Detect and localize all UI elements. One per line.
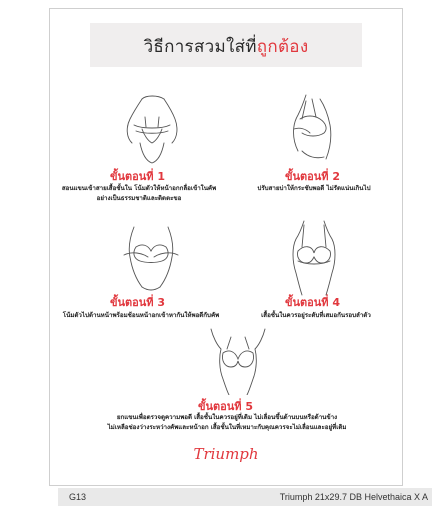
step-1-line-2: อย่างเป็นธรรมชาติและติดตะขอ [96,195,182,202]
print-footer [61,490,428,504]
figure-step-3 [112,217,190,295]
step-2-label: ขั้นตอนที่ 2 [285,170,341,183]
step-1-label: ขั้นตอนที่ 1 [110,170,166,183]
step-4-label: ขั้นตอนที่ 4 [285,296,341,309]
step-1-text [54,184,224,204]
step-5-line-1: ยกแขนเพื่อตรวจดูความพอดี เสื้อชั้นในควรอยู่ที่เดิม ไม่เลื่อนขึ้นด้านบนหรือด้านข้าง [116,414,338,421]
step-2-text [228,184,400,194]
page-title [90,33,362,60]
step-3-line-1: โน้มตัวไปด้านหน้าพร้อมช้อนหน้าอกเข้าหากันให้พอดีกับคัพ [62,312,220,319]
figure-step-5 [197,327,279,395]
instruction-sheet [49,8,403,486]
figure-step-2 [280,89,342,165]
step-4-line-1: เสื้อชั้นในควรอยู่ระดับที่เสมอกันรอบลำตัว [261,312,371,319]
step-5-text [54,413,400,433]
footer-code: G13 [69,492,87,502]
step-3-label: ขั้นตอนที่ 3 [110,296,166,309]
footer-spec: Triumph 21x29.7 DB Helvethaica X A [279,492,428,502]
title-accent: ถูกต้อง [256,37,309,57]
step-5-label: ขั้นตอนที่ 5 [198,400,254,413]
title-band [90,23,362,67]
figure-step-1 [112,85,192,165]
title-prefix: วิธีการสวมใส่ที่ [143,37,257,57]
triumph-logo: Triumph [193,445,259,463]
step-3-text [54,311,228,321]
figure-step-4 [282,217,346,297]
step-5-line-2: ไม่เหลือช่องว่างระหว่างคัพและหน้าอก เสื้อชั้นในที่เหมาะกับคุณควรจะไม่เลื่อนและอยู่ที่เดิม [107,424,347,431]
step-2-line-1: ปรับสายบ่าให้กระชับพอดี ไม่รัดแน่นเกินไป [257,185,371,192]
step-4-text [232,311,400,321]
step-1-line-1: สอนแขนเข้าสายเสื้อชั้นใน โน้มตัวให้หน้าอกกลื่อเข้าในคัพ [61,185,217,192]
